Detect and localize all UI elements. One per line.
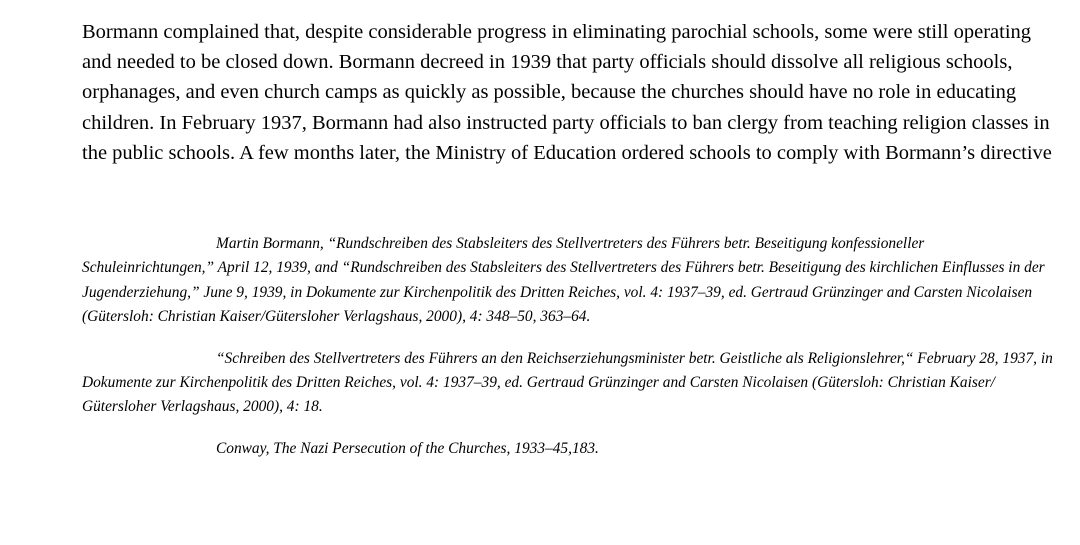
footnotes — [82, 232, 1057, 461]
body-paragraph: Bormann complained that, despite considerable progress in eliminating parochial schools, some were still operating and needed to be closed down. Bormann decreed in 1939 that party officials should dissolve all religious schools, orphanages, and even church camps as quickly as possible, because the churches should have no role in educating children. In February 1937, Bormann had also instructed party officials to ban clergy from teaching religion classes in the public schools. A few months later, the Ministry of Education ordered schools to comply with Bormann’s directive — [82, 21, 1052, 164]
footnote-deputy-fuehrer-letter: “Schreiben des Stellvertreters des Führers an den Reichserziehungsminister betr. Geistliche als Religionslehrer,“ February 28, 1937, in Dokumente zur Kirchenpolitik des Dritten Reiches, vol. 4: 1937–39, ed. Gertraud Grünzinger and Carsten Nicolaisen (Gütersloh: Christian Kaiser/ Gütersloher Verlagshaus, 2000), 4: 18. — [82, 349, 1053, 416]
footnote-conway: Conway, The Nazi Persecution of the Churches, 1933–45,183. — [216, 439, 599, 457]
footnote-bormann-circulars: Martin Bormann, “Rundschreiben des Stabsleiters des Stellvertreters des Führers betr. Beseitigung konfessioneller Schuleinrichtungen,” April 12, 1939, and “Rundschreiben des Stabsleiters des Stellvertreters des Führers betr. Beseitigung des kirchlichen Einflusses in der Jugenderziehung,” June 9, 1939, in Dokumente zur Kirchenpolitik des Dritten Reiches, vol. 4: 1937–39, ed. Gertraud Grünzinger and Carsten Nicolaisen (Gütersloh: Christian Kaiser/Gütersloher Verlagshaus, 2000), 4: 348–50, 363–64. — [82, 235, 1045, 326]
